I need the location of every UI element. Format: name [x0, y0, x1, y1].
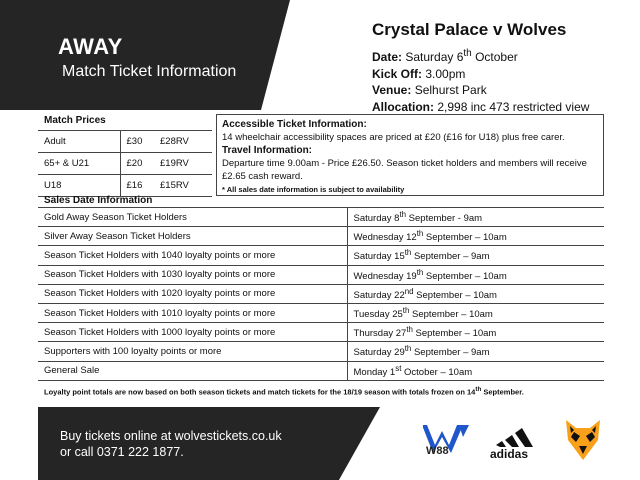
match-title: Crystal Palace v Wolves	[372, 20, 567, 39]
match-venue: Venue: Selhurst Park	[372, 83, 487, 97]
loyalty-footnote: Loyalty point totals are now based on both season tickets and match tickets for the 18/19 season with totals frozen on 14th September.	[44, 386, 524, 397]
travel-label: Travel Information:	[222, 145, 313, 156]
footer-line-online: Buy tickets online at wolvestickets.co.uk	[60, 429, 282, 443]
match-details	[372, 46, 589, 115]
header-away: AWAY	[58, 34, 123, 59]
table-row: Season Ticket Holders with 1000 loyalty points or more Thursday 27th September – 10am	[38, 323, 604, 342]
table-row: Supporters with 100 loyalty points or more Saturday 29th September – 9am	[38, 342, 604, 361]
prices-table	[38, 111, 212, 197]
table-row: Season Ticket Holders with 1040 loyalty points or more Saturday 15th September – 9am	[38, 246, 604, 265]
travel-text: Departure time 9.00am - Price £26.50. Season ticket holders and members will receive £2.65 cash reward.	[222, 158, 587, 182]
header-panel	[0, 0, 290, 110]
match-allocation: Allocation: 2,998 inc 473 restricted view	[372, 99, 590, 114]
table-row: Silver Away Season Ticket Holders Wednesday 12th September – 10am	[38, 227, 604, 246]
sales-table	[38, 207, 604, 381]
info-box	[216, 114, 604, 196]
w88-logo-icon	[423, 423, 471, 463]
table-row: Season Ticket Holders with 1030 loyalty points or more Wednesday 19th September – 10am	[38, 265, 604, 284]
adidas-label: adidas	[490, 447, 529, 461]
accessible-label: Accessible Ticket Information:	[222, 119, 367, 130]
header-subtitle: Match Ticket Information	[62, 63, 237, 80]
table-row: Season Ticket Holders with 1020 loyalty points or more Saturday 22nd September – 10am	[38, 284, 604, 303]
table-row: Season Ticket Holders with 1010 loyalty points or more Tuesday 25th September – 10am	[38, 303, 604, 322]
table-row: General Sale Monday 1st October – 10am	[38, 361, 604, 380]
footer-text	[60, 428, 282, 460]
sales-heading: Sales Date Information	[44, 195, 153, 206]
prices-heading: Match Prices	[38, 111, 212, 130]
match-date: Date: Saturday 6th October	[372, 48, 518, 64]
table-row: Gold Away Season Ticket Holders Saturday 8th September - 9am	[38, 208, 604, 227]
availability-note: * All sales date information is subject to availability	[222, 185, 405, 194]
table-row: Adult £30 £28RV	[38, 130, 212, 152]
accessible-text: 14 wheelchair accessibility spaces are priced at £20 (£16 for U18) plus free carer.	[222, 132, 565, 143]
footer-line-phone: or call 0371 222 1877.	[60, 445, 184, 459]
wolves-crest-icon	[562, 418, 604, 462]
table-row: 65+ & U21 £20 £19RV	[38, 152, 212, 174]
match-kickoff: Kick Off: 3.00pm	[372, 66, 466, 81]
table-row: U18 £16 £15RV	[38, 174, 212, 196]
w88-label: W88	[426, 445, 449, 457]
